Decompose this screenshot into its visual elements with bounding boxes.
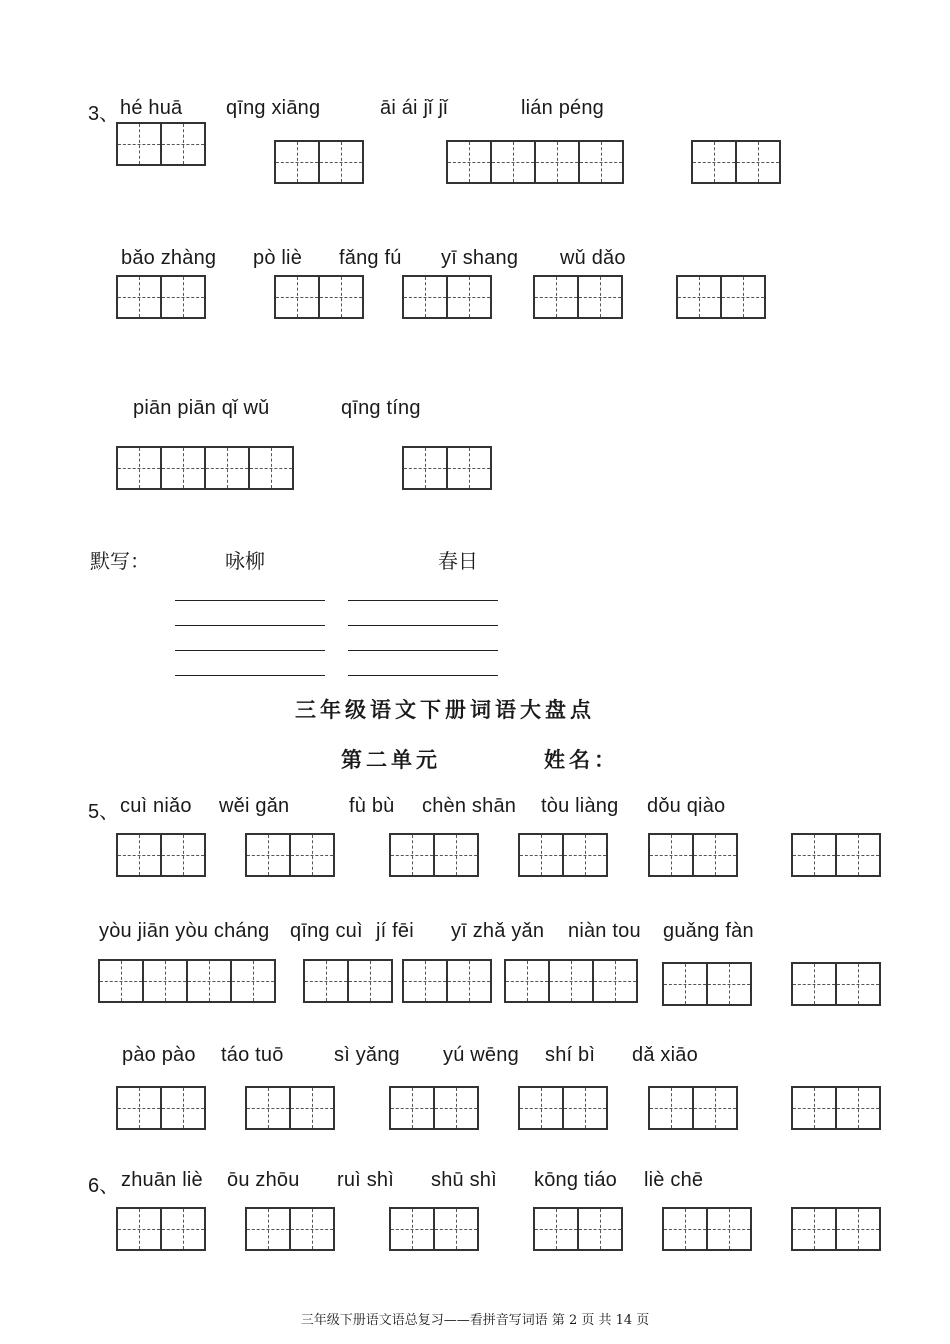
answer-line[interactable] [348,600,498,601]
page-footer: 三年级下册语文语总复习——看拼音写词语 第 2 页 共 14 页 [300,1313,650,1328]
writing-grid[interactable] [303,959,393,1003]
writing-grid[interactable] [402,446,492,490]
pinyin-word: chèn shān [422,795,517,817]
writing-grid[interactable] [648,833,738,877]
pinyin-word: liè chē [644,1169,704,1191]
writing-grid[interactable] [662,1207,752,1251]
writing-grid[interactable] [389,1207,479,1251]
pinyin-word: pào pào [122,1044,196,1066]
writing-grid[interactable] [662,962,752,1006]
pinyin-word: sì yǎng [334,1044,400,1066]
pinyin-word: bǎo zhàng [121,247,217,269]
dictation-label: 默写： [90,549,150,573]
pinyin-word: qīng cuì [290,920,363,942]
writing-grid[interactable] [274,140,364,184]
pinyin-word: pò liè [253,247,303,269]
pinyin-word: dǒu qiào [647,795,726,817]
answer-line[interactable] [175,675,325,676]
writing-grid[interactable] [518,833,608,877]
writing-grid[interactable] [116,122,206,166]
pinyin-word: qīng xiāng [226,97,321,119]
pinyin-word: cuì niǎo [120,795,192,817]
pinyin-word: wěi gǎn [219,795,290,817]
writing-grid[interactable] [533,1207,623,1251]
pinyin-word: dǎ xiāo [632,1044,698,1066]
answer-line[interactable] [348,650,498,651]
answer-line[interactable] [348,625,498,626]
pinyin-word: hé huā [120,97,183,119]
pinyin-word: yòu jiān yòu cháng [99,920,270,942]
page-title: 三年级语文下册词语大盘点 [295,698,595,722]
pinyin-word: piān piān qǐ wǔ [133,397,270,419]
section-3-number: 3、 [88,103,120,125]
poem-title: 咏柳 [225,549,265,573]
writing-grid[interactable] [791,962,881,1006]
name-label: 姓名： [544,748,619,772]
pinyin-word: yī zhǎ yǎn [451,920,545,942]
pinyin-word: yī shang [441,247,519,269]
writing-grid[interactable] [691,140,781,184]
writing-grid[interactable] [648,1086,738,1130]
pinyin-word: táo tuō [221,1044,284,1066]
writing-grid[interactable] [245,833,335,877]
writing-grid[interactable] [274,275,364,319]
pinyin-word: niàn tou [568,920,641,942]
section-6-number: 6、 [88,1175,120,1197]
writing-grid[interactable] [446,140,624,184]
pinyin-word: tòu liàng [541,795,619,817]
pinyin-word: qīng tíng [341,397,421,419]
section-5-number: 5、 [88,801,120,823]
pinyin-word: lián péng [521,97,604,119]
writing-grid[interactable] [245,1086,335,1130]
pinyin-word: kōng tiáo [534,1169,617,1191]
writing-grid[interactable] [389,1086,479,1130]
pinyin-word: ōu zhōu [227,1169,300,1191]
writing-grid[interactable] [791,1086,881,1130]
writing-grid[interactable] [116,446,294,490]
writing-grid[interactable] [402,275,492,319]
answer-line[interactable] [175,625,325,626]
pinyin-word: fǎng fú [339,247,402,269]
answer-line[interactable] [348,675,498,676]
writing-grid[interactable] [504,959,638,1003]
pinyin-word: ruì shì [337,1169,394,1191]
writing-grid[interactable] [676,275,766,319]
writing-grid[interactable] [116,275,206,319]
writing-grid[interactable] [402,959,492,1003]
pinyin-word: āi ái jǐ jǐ [380,97,448,119]
writing-grid[interactable] [533,275,623,319]
writing-grid[interactable] [245,1207,335,1251]
pinyin-word: jí fēi [376,920,414,942]
pinyin-word: zhuān liè [121,1169,203,1191]
poem-title: 春日 [438,549,478,573]
writing-grid[interactable] [518,1086,608,1130]
pinyin-word: yú wēng [443,1044,519,1066]
pinyin-word: shí bì [545,1044,596,1066]
writing-grid[interactable] [791,833,881,877]
writing-grid[interactable] [116,833,206,877]
answer-line[interactable] [175,650,325,651]
pinyin-word: fù bù [349,795,395,817]
writing-grid[interactable] [98,959,276,1003]
pinyin-word: shū shì [431,1169,497,1191]
writing-grid[interactable] [116,1207,206,1251]
pinyin-word: guǎng fàn [663,920,754,942]
unit-label: 第二单元 [341,748,441,772]
writing-grid[interactable] [389,833,479,877]
pinyin-word: wǔ dǎo [560,247,626,269]
answer-line[interactable] [175,600,325,601]
writing-grid[interactable] [116,1086,206,1130]
writing-grid[interactable] [791,1207,881,1251]
